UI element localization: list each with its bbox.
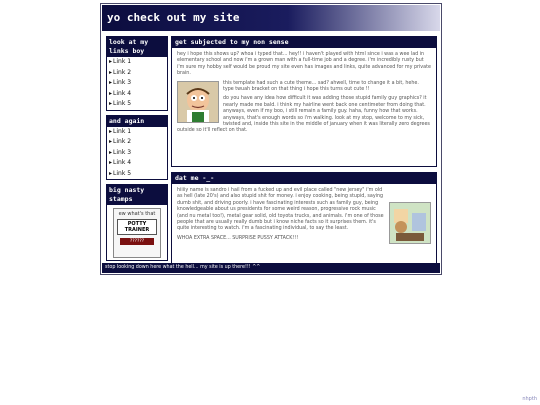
arrow-icon: ▸ (109, 79, 113, 86)
arrow-icon: ▸ (109, 58, 113, 65)
about-paragraph-1: hiiiiy name is sandro i hail from a fucked up and evil place called "new jersey" i'm old as hell (late 20's) and also stupid shit for money. i enjoy cooking, being stupid, saying dumb shit, and driving poorly. i have fascinating interests such as family guy, being knowledgeable about us presidents for some weird reason, progressive rock music (and nu metal too!), metal gear solid, old toyota trucks, and animals. i'm one of those people that are usually really dumb but i know niche facts so it surprises them. it's quite interesting to watch. i'm a fascinating individual, to say the least. (177, 188, 384, 232)
sidebar-link-3[interactable]: ▸Link 3 (109, 148, 132, 156)
sidebar-link-5[interactable]: ▸Link 5 (109, 100, 132, 107)
sidebar-link-4[interactable]: ▸Link 4 (109, 89, 132, 97)
intro-paragraph-2: this template had such a cute theme... sad? ahwell, time to change it a bit, hehe. type twuah bracket on that thing i hope this turns out cute !! (223, 80, 419, 93)
stamps-box-title: big nasty stamps (107, 185, 167, 205)
sidebar-link-1[interactable]: ▸Link 1 (109, 127, 132, 135)
links-box-1 (106, 36, 168, 111)
arrow-icon: ▸ (109, 68, 113, 76)
about-paragraph-2: WHOA EXTRA SPACE... SURPRISE PUSSY ATTACK!!! (177, 235, 299, 241)
page-container (100, 3, 442, 275)
intro-paragraph-1: hey i hope this shows up? whoa i typed that... hey!! i haven't played with html since i was a wee lad in elementary school and now i'm a grown man with a full-time job and a degree. i'm incredibly rusty but i'm sure my hobby self would be proud my site even has images and links, quite advanced for my private brain. (177, 52, 431, 77)
character-image (177, 81, 219, 123)
sidebar-link-2[interactable]: ▸Link 2 (109, 68, 132, 76)
sidebar-link-4[interactable]: ▸Link 4 (109, 159, 132, 166)
links-box-2-title: and again (107, 116, 167, 127)
arrow-icon: ▸ (109, 89, 113, 97)
intro-paragraph-3: do you have any idea how difficult it was adding those stupid family guy graphics? it nearly made me bald. i think my hairline went back one centimeter from doing that. anyways, even if my boo, i still remain a family guy. haha, funny how that works. anyways, that's enough words so i'm walking. look at my stop, welcome to my sick, twisted and, inside this site in the middle of january when it was literally zero degrees outside so it'll reflect on that. (177, 96, 430, 134)
sidebar-link-5[interactable]: ▸Link 5 (109, 169, 132, 177)
stamp-caption: ew what's that (118, 211, 156, 217)
stamp-image (113, 208, 161, 258)
section-intro-title: get subjected to my non sense (172, 37, 436, 48)
character-image (389, 202, 431, 244)
stamps-box (106, 184, 168, 261)
main-content (171, 36, 437, 276)
site-title: yo check out my site (102, 5, 440, 31)
sidebar-link-2[interactable]: ▸Link 2 (109, 138, 132, 145)
section-intro (171, 36, 437, 167)
arrow-icon: ▸ (109, 100, 113, 107)
sidebar-link-1[interactable]: ▸Link 1 (109, 58, 132, 65)
sidebar (106, 36, 168, 265)
footer-text: stop looking down here what the hell... my site is up there!!! ^^ (102, 263, 440, 273)
links-box-1-title: look at my links boy (107, 37, 167, 57)
section-about-body (172, 184, 436, 270)
section-about-title: dat me -_- (172, 173, 436, 184)
arrow-icon: ▸ (109, 159, 113, 166)
arrow-icon: ▸ (109, 169, 113, 177)
section-intro-body (172, 48, 436, 166)
sidebar-link-3[interactable]: ▸Link 3 (109, 79, 132, 86)
arrow-icon: ▸ (109, 127, 113, 135)
links-box-2 (106, 115, 168, 181)
arrow-icon: ▸ (109, 138, 113, 145)
arrow-icon: ▸ (109, 148, 113, 156)
stamp-bottom-text: ?????? (120, 238, 154, 245)
section-about (171, 172, 437, 271)
stamp-main-text: POTTY TRAINER (117, 219, 157, 235)
credit-text: nhpth (522, 396, 537, 402)
